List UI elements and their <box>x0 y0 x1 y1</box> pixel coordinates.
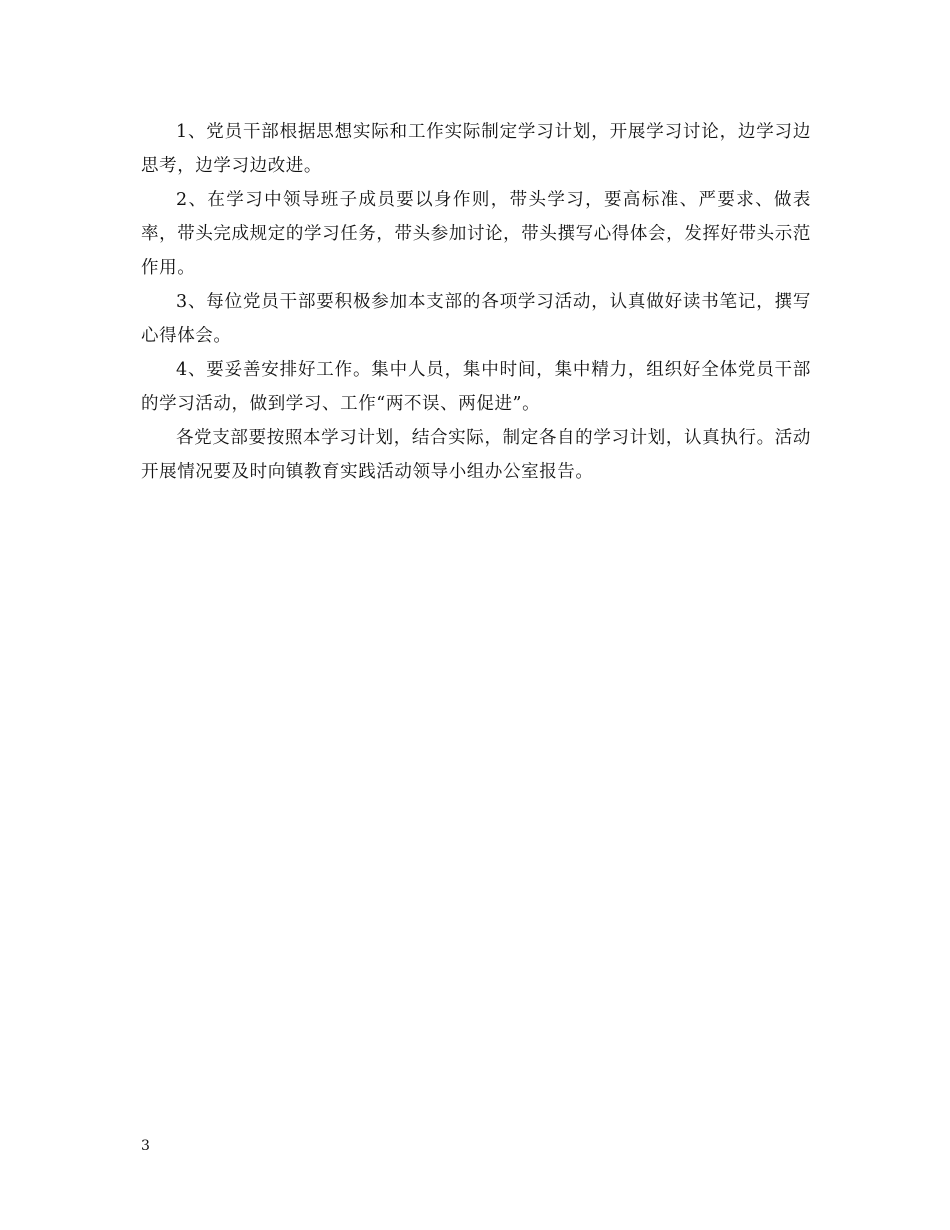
paragraph-item-2: 2、在学习中领导班子成员要以身作则，带头学习，要高标准、严要求、做表率，带头完成规定的学习任务，带头参加讨论，带头撰写心得体会，发挥好带头示范作用。 <box>141 190 811 278</box>
paragraph-item-1: 1、党员干部根据思想实际和工作实际制定学习计划，开展学习讨论，边学习边思考，边学习边改进。 <box>141 122 811 176</box>
document-body <box>141 115 811 489</box>
page-number: 3 <box>141 1138 150 1154</box>
paragraph-closing: 各党支部要按照本学习计划，结合实际，制定各自的学习计划，认真执行。活动开展情况要及时向镇教育实践活动领导小组办公室报告。 <box>141 428 811 482</box>
paragraph-item-4: 4、要妥善安排好工作。集中人员，集中时间，集中精力，组织好全体党员干部的学习活动，做到学习、工作“两不误、两促进”。 <box>141 360 811 414</box>
paragraph-item-3: 3、每位党员干部要积极参加本支部的各项学习活动，认真做好读书笔记，撰写心得体会。 <box>141 292 811 346</box>
